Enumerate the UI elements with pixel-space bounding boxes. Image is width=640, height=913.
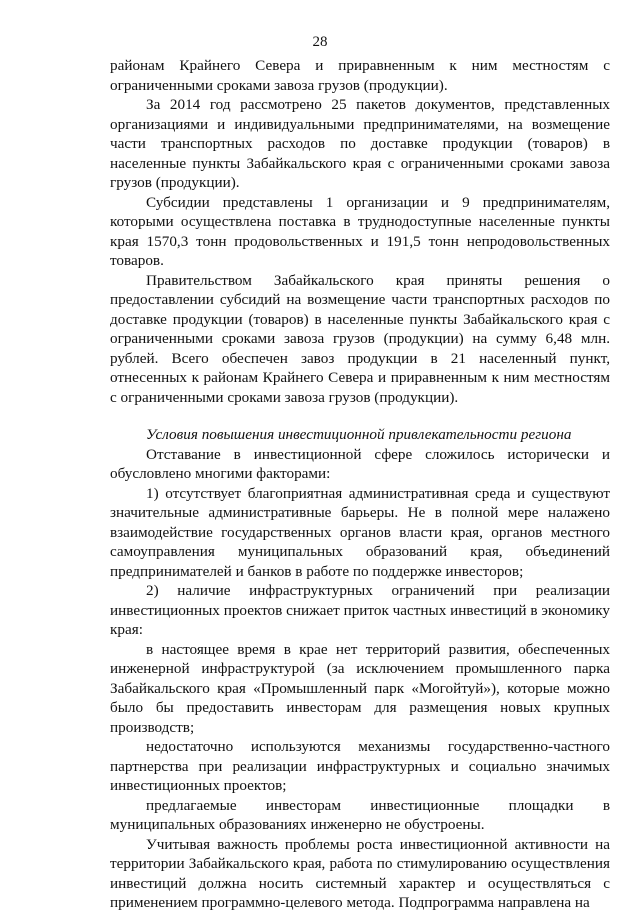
paragraph-subsidies: Субсидии представлены 1 организации и 9 предпринимателям, которыми осуществлена поставка в труднодоступные населенные пункты края 1570,3 тонн продовольственных и 191,5 тонн непродовольственных товаров. [110, 193, 610, 269]
sub-item-no-territories: в настоящее время в крае нет территорий развития, обеспеченных инженерной инфраструктурой (за исключением промышленного парка Забайкальского края «Промышленный парк «Могойтуй»), которые можно было бы предоставить инвесторам для размещения новых крупных производств; [110, 640, 610, 736]
list-item-admin-barriers: 1) отсутствует благоприятная административная среда и существуют значительные административные барьеры. Не в полной мере налажено взаимодействие государственных органов власти края, органов местного самоуправления муниципальных образований края, объединений предпринимателей и банков в работе по поддержке инвесторов; [110, 484, 610, 580]
paragraph-program-approach: Учитывая важность проблемы роста инвестиционной активности на территории Забайкальского края, работа по стимулированию осуществления инвестиций должна носить системный характер и осуществляться с применением программно-целевого метода. Подпрограмма направлена на [110, 835, 610, 911]
list-item-infrastructure: 2) наличие инфраструктурных ограничений при реализации инвестиционных проектов снижает приток частных инвестиций в экономику края: [110, 582, 610, 638]
page-number: 28 [312, 34, 328, 50]
paragraph-packages-reviewed: За 2014 год рассмотрено 25 пакетов документов, представленных организациями и индивидуальными предпринимателями, на возмещение части транспортных расходов по доставке продукции (товаров) в населенные пункты Забайкальского края с ограниченными сроками завоза грузов (продукции). [110, 96, 610, 191]
section-heading: Условия повышения инвестиционной привлекательности региона [146, 426, 572, 443]
paragraph-lag-factors: Отставание в инвестиционной сфере сложилось исторически и обусловлено многими факторами: [110, 445, 610, 482]
paragraph-continuation: районам Крайнего Севера и приравненным к ним местностям с ограниченными сроками завоза грузов (продукции). [110, 57, 610, 94]
paragraph-government-decisions: Правительством Забайкальского края приняты решения о предоставлении субсидий на возмещение части транспортных расходов по доставке продукции (товаров) в населенные пункты Забайкальского края с ограниченными сроками завоза грузов (продукции) на сумму 6,48 млн. рублей. Всего обеспечен завоз продукции в 21 населенный пункт, отнесенных к районам Крайнего Севера и приравненным к ним местностям с ограниченными сроками завоза грузов (продукции). [110, 271, 610, 406]
document-body [110, 56, 610, 913]
sub-item-sites-not-equipped: предлагаемые инвесторам инвестиционные площадки в муниципальных образованиях инженерно не обустроены. [110, 796, 610, 833]
sub-item-ppp-mechanisms: недостаточно используются механизмы государственно-частного партнерства при реализации инфраструктурных и социально значимых инвестиционных проектов; [110, 738, 610, 794]
